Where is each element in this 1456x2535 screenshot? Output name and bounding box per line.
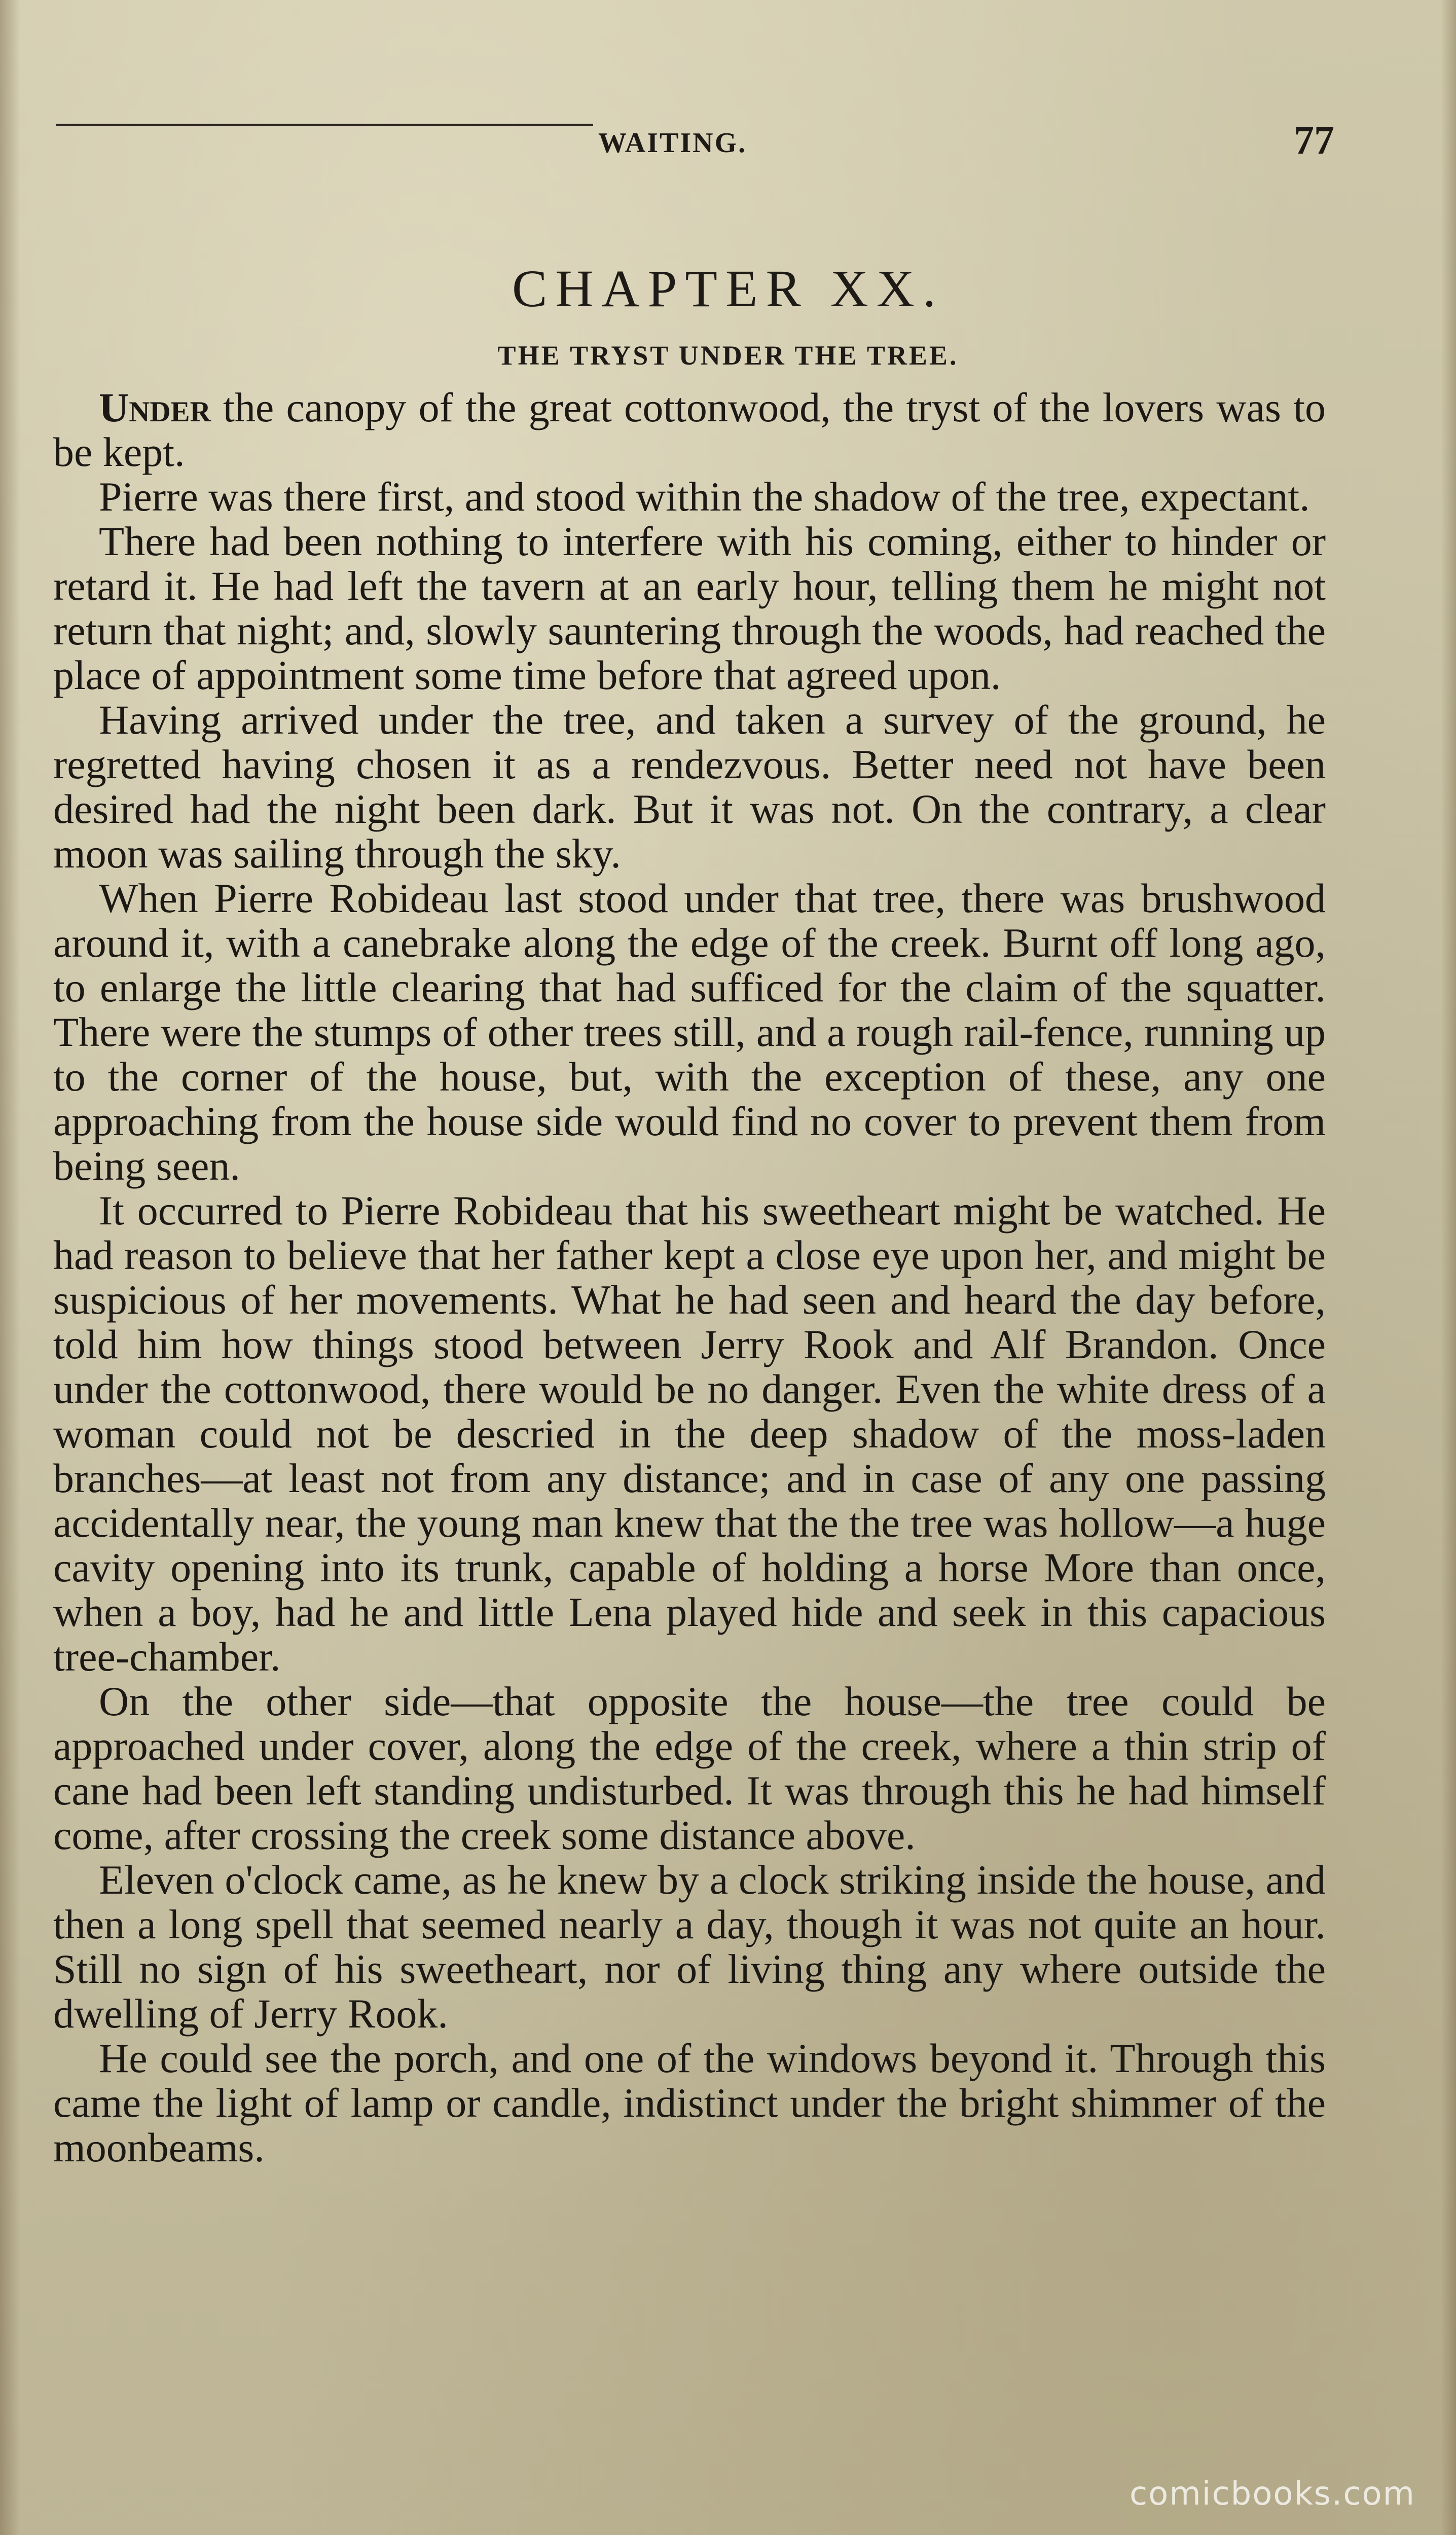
paragraph [53,1679,1326,1858]
running-head: WAITING. [598,127,747,159]
paragraph [53,475,1326,519]
page-edge-shadow-left [0,0,20,2535]
page-number: 77 [1294,118,1334,163]
chapter-subtitle: THE TRYST UNDER THE TREE. [497,340,959,371]
paragraph-text: When Pierre Robideau last stood under that tree, there was brushwood around it, with a canebrake along the edge of the creek. Burnt off long ago, to enlarge the little clearing that had sufficed for the claim of the squatter. There were the stumps of other trees still, and a rough rail-fence, running up to the corner of the house, but, with the exception of these, any one approaching from the house side would find no cover to prevent them from being seen. [53,875,1326,1189]
paragraph-text: Eleven o'clock came, as he knew by a clock striking inside the house, and then a long spell that seemed nearly a day, though it was not quite an hour. Still no sign of his sweetheart, nor of living thing any where outside the dwelling of Jerry Rook. [53,1857,1326,2037]
page-edge-shadow-right [1441,0,1456,2535]
watermark: comicbooks.com [1129,2475,1415,2513]
paragraph [53,519,1326,698]
paragraph [53,876,1326,1188]
paragraph-text: Having arrived under the tree, and taken a survey of the ground, he regretted having chosen it as a rendezvous. Better need not have been desired had the night been dark. But it was not. On the contrary, a clear moon was sailing through the sky. [53,697,1326,877]
paragraph [53,698,1326,876]
paragraph-text: the canopy of the great cottonwood, the tryst of the lovers was to be kept. [53,384,1326,475]
paragraph-text: He could see the porch, and one of the windows beyond it. Through this came the light of lamp or candle, indistinct under the bright shimmer of the moonbeams. [53,2035,1326,2170]
paragraph-text: It occurred to Pierre Robideau that his sweetheart might be watched. He had reason to believe that her father kept a close eye upon her, and might be suspicious of her movements. What he had seen and heard the day before, told him how things stood between Jerry Rook and Alf Brandon. Once under the cottonwood, there would be no danger. Even the white dress of a woman could not be descried in the deep shadow of the moss-laden branches—at least not from any distance; and in case of any one passing accidentally near, the young man knew that the the tree was hollow—a huge cavity opening into its trunk, capable of holding a horse More than once, when a boy, had he and little Lena played hide and seek in this capacious tree-chamber. [53,1187,1326,1680]
chapter-title: CHAPTER XX. [512,260,944,318]
paragraph [53,1188,1326,1679]
paragraph [53,1858,1326,2036]
header-rule [56,124,593,126]
paragraph-lead-word: Under [99,384,211,430]
paragraph-text: On the other side—that opposite the house—the tree could be approached under cover, along the edge of the creek, where a thin strip of cane had been left standing undisturbed. It was through this he had himself come, after crossing the creek some distance above. [53,1678,1326,1858]
paragraph-text: There had been nothing to interfere with his coming, either to hinder or retard it. He had left the tavern at an early hour, telling them he might not return that night; and, slowly sauntering through the woods, had reached the place of appointment some time before that agreed upon. [53,518,1326,698]
paragraph [53,385,1326,475]
paragraph-text: Pierre was there first, and stood within the shadow of the tree, expectant. [99,474,1310,520]
chapter-body [53,385,1326,2170]
paragraph [53,2036,1326,2170]
